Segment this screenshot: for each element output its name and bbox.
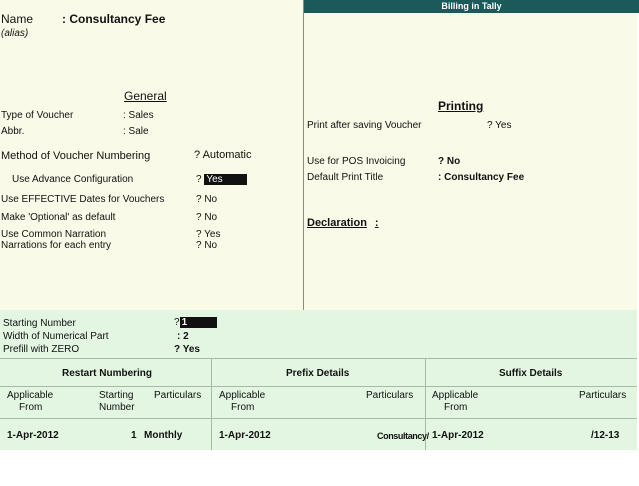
advance-config-label: Use Advance Configuration xyxy=(12,174,134,185)
restart-number-cell[interactable]: 1 xyxy=(131,430,137,441)
effective-dates-label: Use EFFECTIVE Dates for Vouchers xyxy=(1,194,165,205)
prefix-col-particulars: Particulars xyxy=(366,390,414,401)
numerical-width-value[interactable]: : 2 xyxy=(177,331,189,342)
default-print-title-label: Default Print Title xyxy=(307,172,384,183)
prefix-col-applicable: Applicable xyxy=(219,390,266,401)
restart-col-from: From xyxy=(19,402,43,413)
name-label: Name xyxy=(1,12,34,26)
panel-divider xyxy=(303,0,304,310)
suffix-date-cell[interactable]: 1-Apr-2012 xyxy=(432,430,484,441)
suffix-particulars-cell[interactable]: /12-13 xyxy=(591,430,620,441)
declaration-field[interactable] xyxy=(307,217,379,229)
numbering-method-label: Method of Voucher Numbering xyxy=(1,150,151,162)
numbering-method-value[interactable]: ? Automatic xyxy=(194,149,252,161)
effective-dates-value[interactable]: ? No xyxy=(196,194,218,205)
pos-invoicing-label: Use for POS Invoicing xyxy=(307,156,406,167)
narration-each-entry-value[interactable]: ? No xyxy=(196,240,218,251)
starting-number-prefix: ? xyxy=(174,317,180,328)
table-body-rule xyxy=(0,418,637,419)
declaration-colon: : xyxy=(374,217,379,229)
print-after-saving-value[interactable]: ? Yes xyxy=(487,120,512,131)
prefix-col-from: From xyxy=(231,402,255,413)
prefill-zero-value[interactable]: ? Yes xyxy=(174,344,200,355)
suffix-col-applicable-from xyxy=(432,390,478,414)
suffix-col-applicable: Applicable xyxy=(432,390,479,401)
name-colon: : xyxy=(62,12,70,26)
declaration-label: Declaration xyxy=(307,217,367,229)
numerical-width-label: Width of Numerical Part xyxy=(3,331,109,342)
abbr-label: Abbr. xyxy=(1,126,25,137)
common-narration-value[interactable]: ? Yes xyxy=(196,229,221,240)
restart-col-applicable: Applicable xyxy=(7,390,54,401)
suffix-details-heading: Suffix Details xyxy=(499,368,563,379)
printing-heading: Printing xyxy=(438,99,484,113)
restart-numbering-heading: Restart Numbering xyxy=(62,368,153,379)
advance-config-value: Yes xyxy=(204,174,246,185)
alias-label: (alias) xyxy=(1,28,29,39)
common-narration-label: Use Common Narration xyxy=(1,229,107,240)
table-top-rule xyxy=(0,358,637,359)
pos-invoicing-value[interactable]: ? No xyxy=(438,156,461,167)
advance-config-prefix: ? xyxy=(196,174,202,185)
abbr-value[interactable]: : Sale xyxy=(123,126,149,137)
company-title-bar: Billing in Tally xyxy=(304,0,639,13)
restart-particulars-cell[interactable]: Monthly xyxy=(144,430,183,441)
print-after-saving-label: Print after saving Voucher xyxy=(307,120,422,131)
optional-default-label: Make 'Optional' as default xyxy=(1,212,116,223)
starting-number-field[interactable] xyxy=(174,317,217,328)
restart-col-starting: Starting xyxy=(99,390,134,401)
voucher-name-value: Consultancy Fee xyxy=(69,12,166,26)
voucher-name-field[interactable] xyxy=(62,12,165,26)
type-of-voucher-value[interactable]: : Sales xyxy=(123,110,154,121)
restart-col-starting-number xyxy=(99,390,135,414)
prefill-zero-label: Prefill with ZERO xyxy=(3,344,80,355)
optional-default-value[interactable]: ? No xyxy=(196,212,218,223)
table-header-rule xyxy=(0,386,637,387)
advance-config-field[interactable] xyxy=(196,174,247,185)
restart-col-applicable-from xyxy=(7,390,53,414)
suffix-col-from: From xyxy=(444,402,468,413)
restart-col-particulars: Particulars xyxy=(154,390,202,401)
general-heading: General xyxy=(124,89,167,103)
narration-each-entry-label: Narrations for each entry xyxy=(1,240,112,251)
table-col-divider-1 xyxy=(211,358,212,450)
suffix-col-particulars: Particulars xyxy=(579,390,627,401)
starting-number-label: Starting Number xyxy=(3,318,76,329)
restart-date-cell[interactable]: 1-Apr-2012 xyxy=(7,430,59,441)
type-of-voucher-label: Type of Voucher xyxy=(1,110,74,121)
prefix-details-heading: Prefix Details xyxy=(286,368,350,379)
starting-number-value: 1 xyxy=(180,317,218,328)
prefix-date-cell[interactable]: 1-Apr-2012 xyxy=(219,430,271,441)
default-print-title-value[interactable]: : Consultancy Fee xyxy=(438,172,525,183)
prefix-col-applicable-from xyxy=(219,390,265,414)
prefix-particulars-cell[interactable]: Consultancy/ xyxy=(377,431,429,441)
restart-col-number: Number xyxy=(99,402,135,413)
